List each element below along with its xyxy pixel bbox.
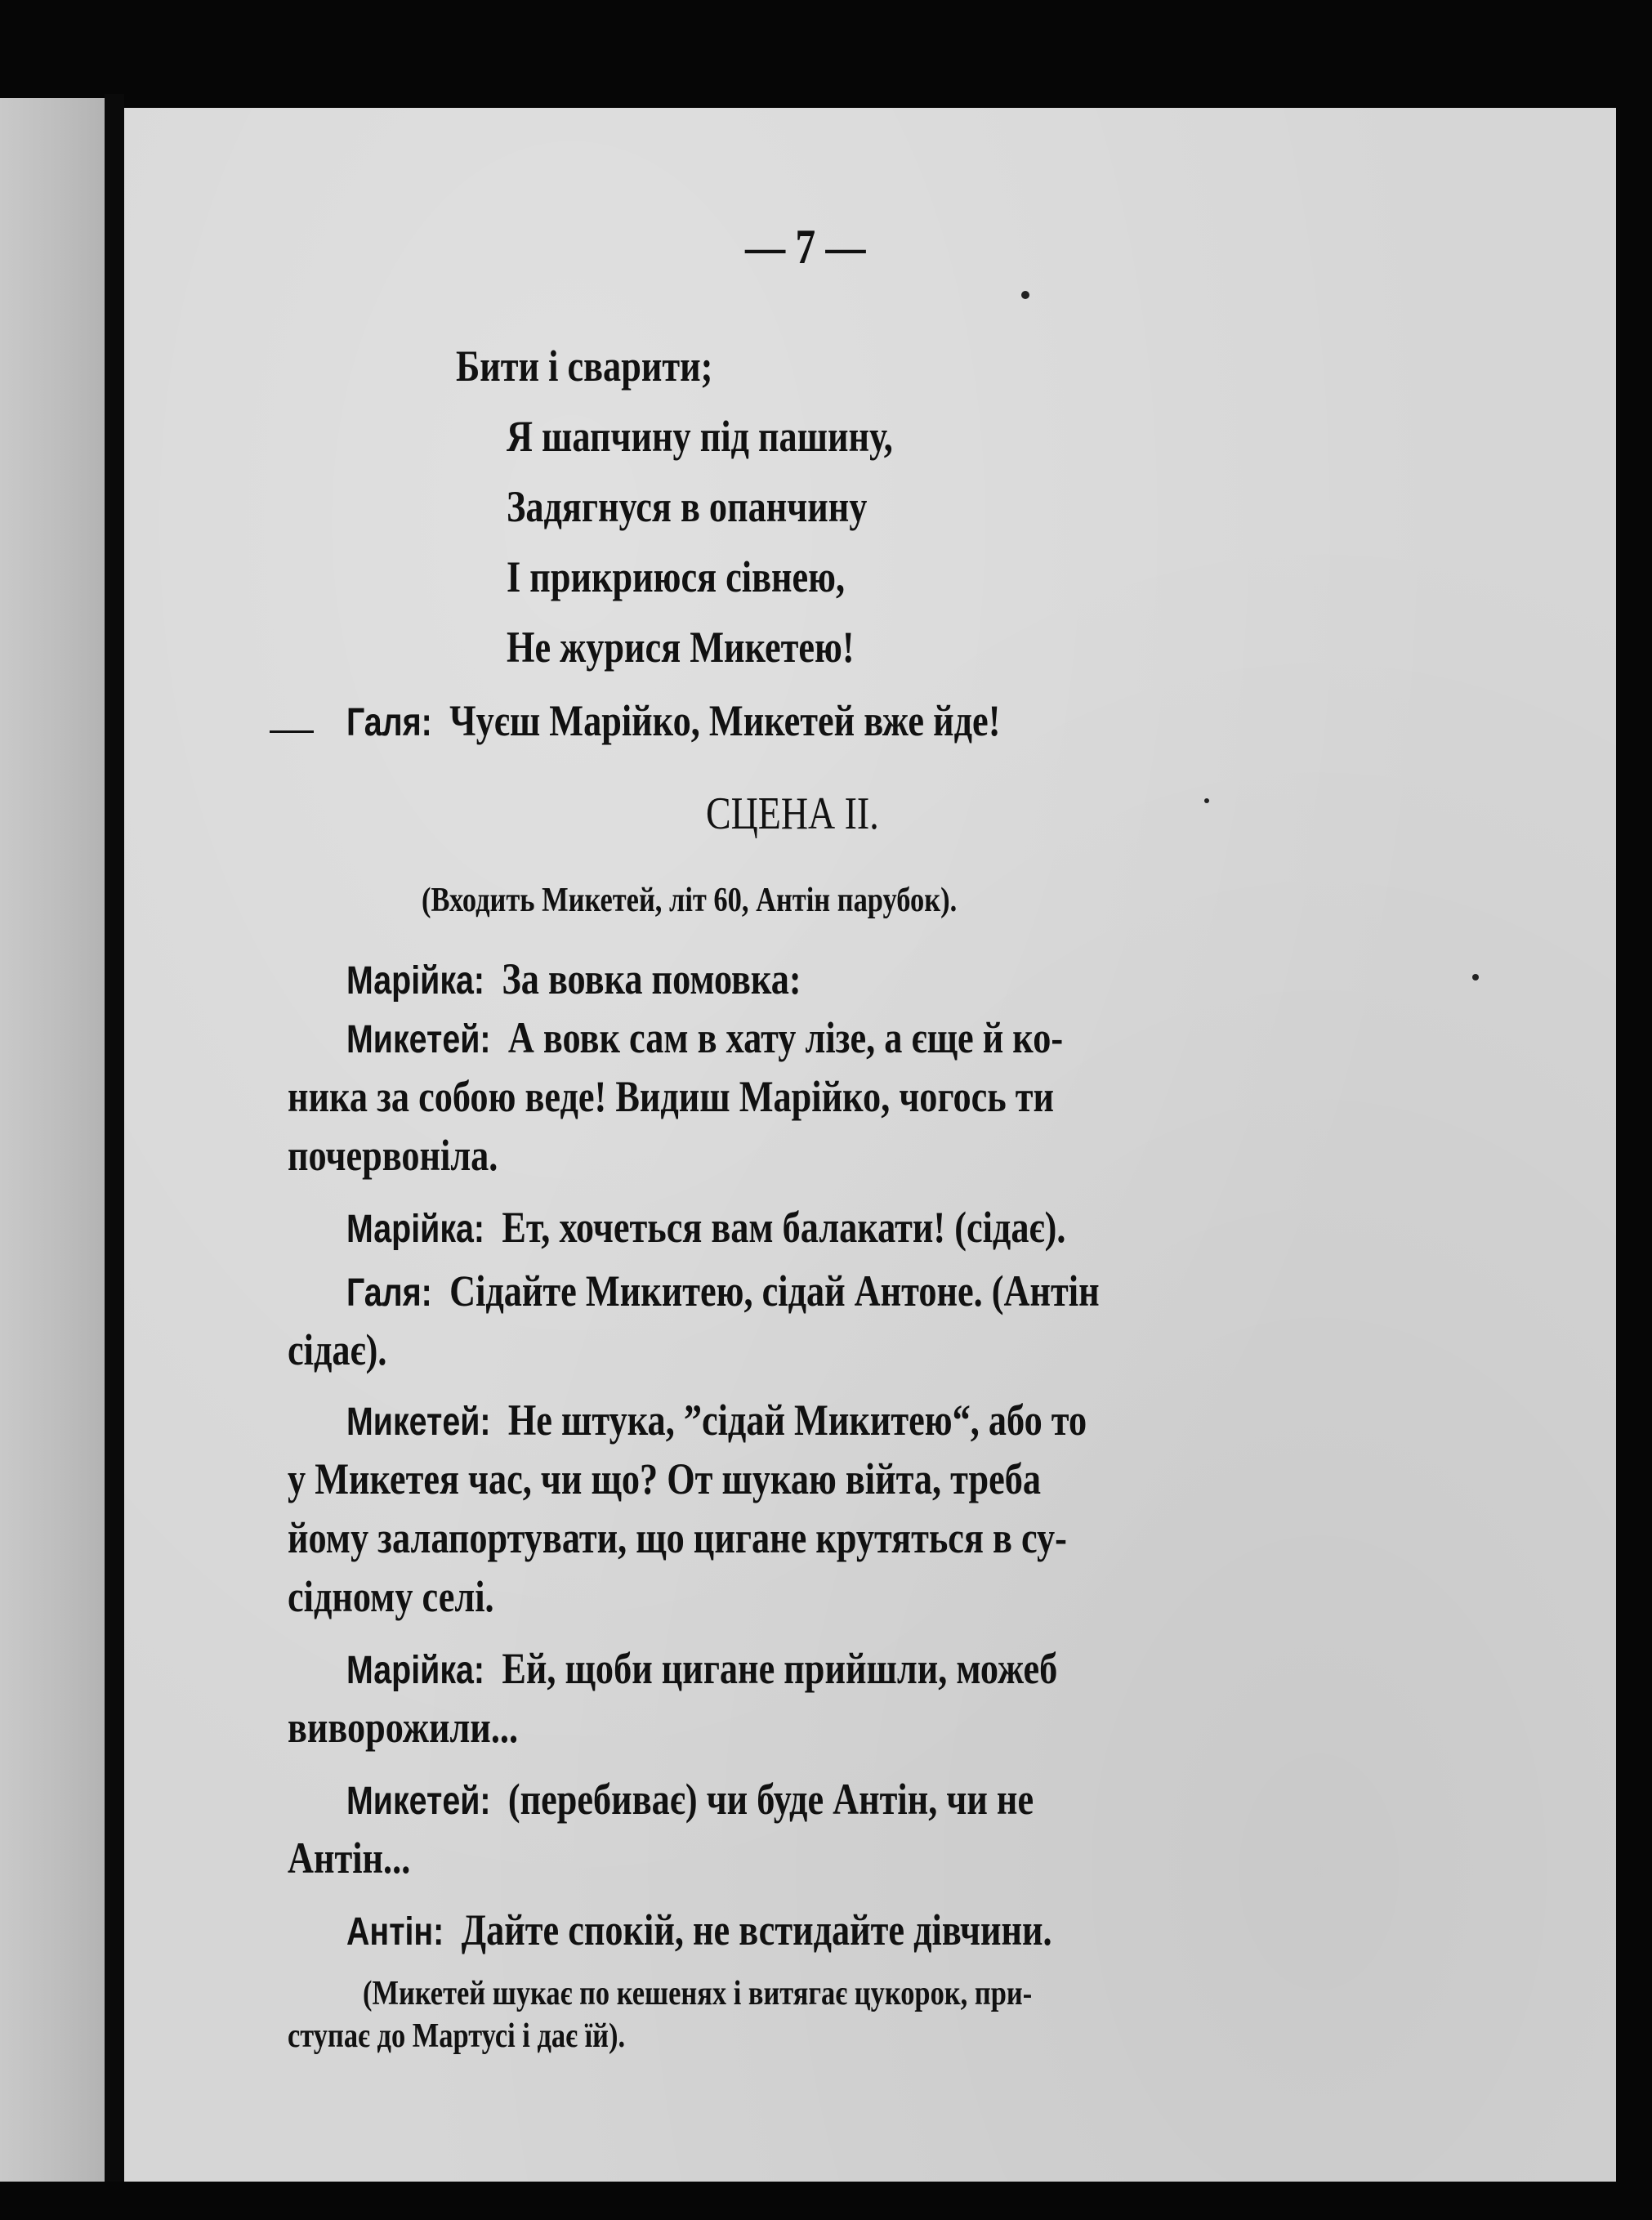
dialogue-line <box>346 1775 1034 1826</box>
stage-direction: ступає до Мартусі і дає їй). <box>288 2017 626 2055</box>
speaker-name: Микетей: <box>346 1400 491 1444</box>
speaker-name: Микетей: <box>346 1018 491 1061</box>
dialogue-text: За вовка помовка: <box>502 954 801 1003</box>
ink-speck <box>1021 291 1029 299</box>
dialogue-line <box>346 1905 1052 1957</box>
speaker-name: Галя: <box>346 701 432 744</box>
dialogue-text: Дайте спокій, не встидайте дівчини. <box>461 1905 1052 1954</box>
dialogue-continuation: Антін... <box>288 1834 411 1883</box>
dialogue-text: Чуєш Марійко, Микетей вже йде! <box>449 696 1001 745</box>
dialogue-continuation: ника за собою веде! Видиш Марійко, чогось ти <box>288 1072 1054 1121</box>
dialogue-line <box>346 954 801 1006</box>
dialogue-text: Сідайте Микитею, сідай Антоне. (Антін <box>449 1266 1100 1315</box>
scene-title: СЦЕНА II. <box>706 788 879 839</box>
verse-line: Я шапчину під пашину, <box>507 412 893 461</box>
dialogue-continuation: йому залапортувати, що цигане крутяться в су- <box>288 1513 1067 1562</box>
scan-border-right <box>1616 0 1652 2220</box>
book-spine <box>105 94 124 2194</box>
page-text <box>124 108 1618 2183</box>
dialogue-text: Ей, щоби цигане прийшли, можеб <box>502 1644 1058 1693</box>
verse-line: Бити і сварити; <box>456 342 713 391</box>
dialogue-text: Не штука, ”сідай Микитею“, або то <box>507 1396 1087 1445</box>
page-number: — 7 — <box>745 220 866 274</box>
dialogue-line-galia <box>346 696 1000 748</box>
speaker-name: Галя: <box>346 1271 432 1315</box>
speaker-name: Микетей: <box>346 1780 491 1823</box>
speaker-name: Марійка: <box>346 1649 485 1692</box>
stage-direction: (Микетей шукає по кешенях і витягає цукорок, при- <box>363 1975 1033 2012</box>
book-page <box>124 108 1618 2183</box>
dialogue-continuation: виворожили... <box>288 1703 519 1752</box>
scan-border-top <box>0 0 1652 105</box>
dialogue-line <box>346 1396 1087 1447</box>
dialogue-text: Ет, хочеться вам балакати! (сідає). <box>502 1203 1066 1252</box>
dialogue-continuation: у Микетея час, чи що? От шукаю війта, треба <box>288 1454 1042 1503</box>
dialogue-continuation: сідному селі. <box>288 1572 494 1621</box>
margin-mark <box>270 730 314 733</box>
ink-speck <box>1204 798 1209 803</box>
dialogue-continuation: почервоніла. <box>288 1131 498 1180</box>
dialogue-line <box>346 1203 1065 1254</box>
speaker-name: Антін: <box>346 1910 444 1954</box>
dialogue-line <box>346 1013 1063 1065</box>
dialogue-continuation: сідає). <box>288 1325 387 1374</box>
dialogue-line <box>346 1266 1100 1318</box>
verse-line: Задягнуся в опанчину <box>507 482 868 531</box>
verse-line: І прикриюся сівнею, <box>507 552 846 601</box>
dialogue-line <box>346 1644 1057 1695</box>
ink-speck <box>1472 974 1479 980</box>
dialogue-text: А вовк сам в хату лізе, а єще й ко- <box>507 1013 1064 1062</box>
speaker-name: Марійка: <box>346 959 485 1003</box>
verse-line: Не журися Микетею! <box>507 623 855 672</box>
dialogue-text: (перебиває) чи буде Антін, чи не <box>507 1775 1034 1824</box>
previous-page-edge <box>0 98 105 2190</box>
scan-border-bottom <box>0 2182 1652 2220</box>
stage-direction: (Входить Микетей, літ 60, Антін парубок). <box>422 882 958 919</box>
speaker-name: Марійка: <box>346 1208 485 1251</box>
